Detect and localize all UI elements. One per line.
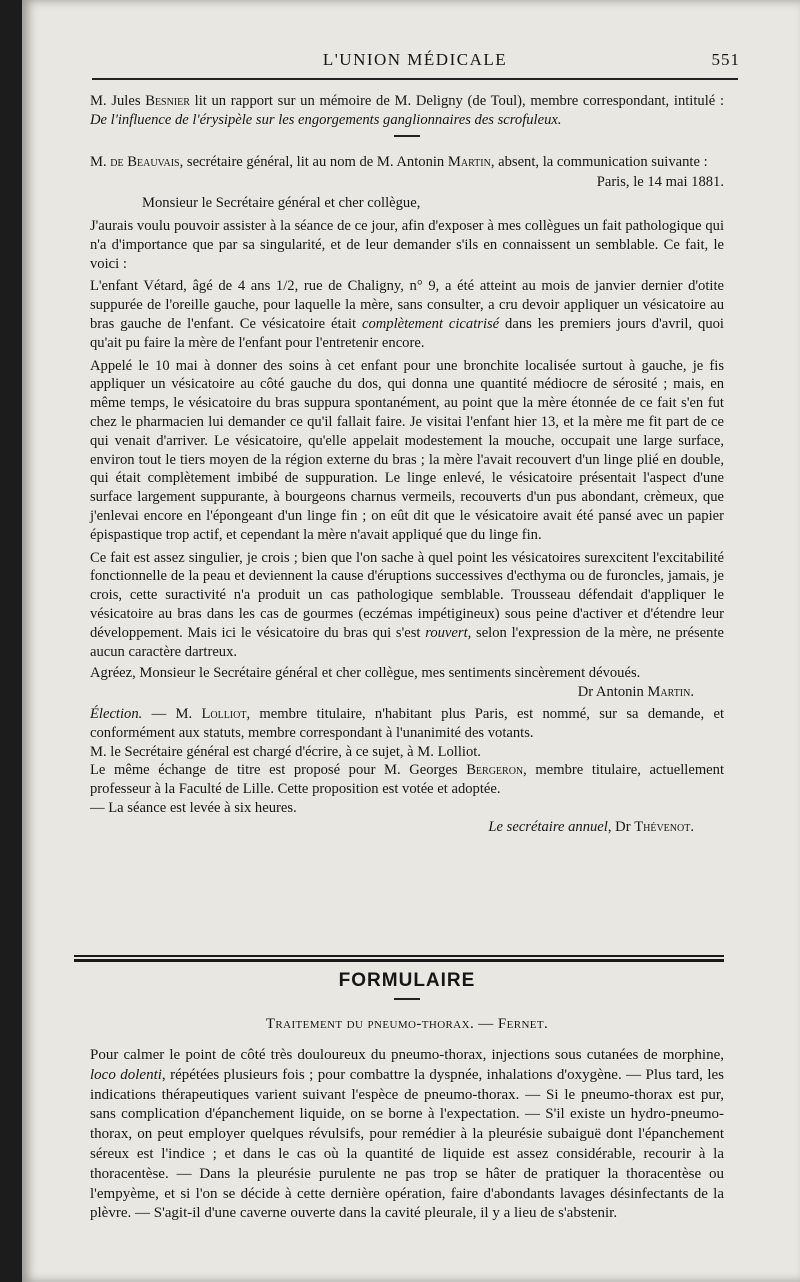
letter-paragraph-1: J'aurais voulu pouvoir assister à la séance de ce jour, afin d'exposer à mes collègues un fait pathologique qui n'a d'importance que par sa singularité, et de leur demander s'ils en connaissent un semblable. Ce fait, le voici : [90, 217, 724, 272]
page-number: 551 [711, 50, 740, 69]
running-title: L'UNION MÉDICALE [322, 50, 508, 69]
letter-salutation: Monsieur le Secrétaire général et cher collègue, [142, 195, 421, 212]
besnier-paragraph: M. Jules Besnier lit un rapport sur un mémoire de M. Deligny (de Toul), membre correspondant, intitulé : De l'influence de l'érysipèle sur les engorgements ganglionnaires des scrofuleux. [90, 93, 725, 128]
letter-closing: Agréez, Monsieur le Secrétaire général et cher collègue, mes sentiments sincèrement dévoués. [90, 665, 641, 682]
formula-subtitle: Traitement du pneumo-thorax. — Fernet. [265, 1016, 549, 1032]
session-closed: — La séance est levée à six heures. [90, 799, 297, 816]
letter-paragraph-2: L'enfant Vétard, âgé de 4 ans 1/2, rue de Chaligny, n° 9, a été atteint au mois de janvier dernier d'otite suppurée de l'oreille gauche, pour laquelle la mère, sans consulter, a cru devoir appliquer un vésicatoire au bras gauche de l'enfant. Ce vésicatoire était complètement cicatrisé dans les premiers jours d'avril, quoi qu'ait pu faire la mère de l'enfant pour l'entretenir encore. [90, 278, 724, 351]
header-rule [92, 78, 738, 80]
election-paragraph: Élection. — M. Lolliot, membre titulaire, n'habitant plus Paris, est nommé, sur sa demande, et conformément aux statuts, membre correspondant à l'unanimité des votants. [90, 705, 724, 741]
section-rule-thin [74, 955, 724, 957]
besnier-name: Besnier [145, 93, 190, 109]
beauvais-paragraph: M. de Beauvais, secrétaire général, lit au nom de M. Antonin Martin, absent, la communication suivante : [90, 153, 708, 170]
secretary-paragraph: M. le Secrétaire général est chargé d'écrire, à ce sujet, à M. Lolliot. [90, 743, 481, 760]
memoir-title: De l'influence de l'érysipèle sur les engorgements ganglionnaires des scrofuleux. [90, 111, 562, 128]
secretary-signoff: Le secrétaire annuel, Dr Thévenot. [488, 818, 694, 835]
letter-signature: Dr Antonin Martin. [577, 684, 694, 701]
section-rule-thick [74, 959, 724, 962]
letter-paragraph-4: Ce fait est assez singulier, je crois ; bien que l'on sache à quel point les vésicatoires surexcitent l'excitabilité fonctionnelle de la peau et deviennent la cause d'éruptions successives d'ecthyma ou de furoncles, jamais, je crois, cette suractivité n'a produit un cas pathologique semblable. Trousseau défendait d'appliquer le vésicatoire au bras dans les cas de gourmes (eczémas impétigineux) sous peine d'activer et d'étendre leur développement. Mais ici le vésicatoire du bras qui s'est rouvert, selon l'expression de la mère, ne présente aucun caractère dartreux. [90, 549, 724, 660]
session-report [90, 92, 724, 836]
letter-paragraph-3: Appelé le 10 mai à donner des soins à cet enfant pour une bronchite localisée surtout à gauche, je fis appliquer un vésicatoire au côté gauche du dos, qui donna une quantité médiocre de sérosité ; mais, en même temps, le vésicatoire du bras suppura spontanément, au point que la mère étonnée de ce fait s'en fut chez le pharmacien lui demander ce qu'il fallait faire. Je visitai l'enfant hier 13, et la mère me fit part de ce qui venait d'arriver. Le vésicatoire, qu'elle appelait modestement la mouche, occupait une large surface, environ tout le tiers moyen de la région externe du bras ; la mère l'avait recouvert d'un linge plié en double, qui était complètement imbibé de suppuration. Le linge enlevé, le vésicatoire présentait l'aspect d'une surface largement suppurante, à bourgeons charnus vermeils, recouverts d'un pus abondant, crèmeux, que j'enlevai encore en l'épongeant d'un linge fin ; on eût dit que le vésicatoire avait été pansé avec un papier épispastique trop actif, et cependant la mère n'avait appliqué que du linge fin. [90, 357, 724, 543]
formula-body [90, 1046, 724, 1224]
section-title: FORMULAIRE [338, 970, 476, 991]
separator-rule [394, 135, 420, 137]
title-rule [394, 998, 420, 1000]
bergeron-paragraph: Le même échange de titre est proposé pour M. Georges Bergeron, membre titulaire, actuellement professeur à la Faculté de Lille. Cette proposition est votée et adoptée. [90, 762, 724, 798]
formula-paragraph: Pour calmer le point de côté très douloureux du pneumo-thorax, injections sous cutanées de morphine, loco dolenti, répétées plusieurs fois ; pour combattre la dyspnée, inhalations d'oxygène. — Plus tard, les indications thérapeutiques varient suivant l'espèce de pneumo-thorax. — Si le pneumo-thorax est pur, sans complication d'épanchement liquide, on se borne à l'expectation. — S'il existe un hydro-pneumo-thorax, on peut employer quelques révulsifs, pour remédier à la pleurésie subaiguë dont l'épanchement séreux est l'indice ; et dans le cas où la quantité de liquide est assez considérable, recourir à la thoracentèse. — Dans la pleurésie purulente ne pas trop se hâter de pratiquer la thoracentèse ou l'empyème, et si l'on se décide à cette dernière opération, faire d'abondants lavages désinfectants de la plèvre. — S'agit-il d'une caverne ouverte dans la cavité pleurale, il y a lieu de s'abstenir. [90, 1047, 724, 1222]
letter-date: Paris, le 14 mai 1881. [596, 174, 724, 191]
running-header [90, 50, 740, 74]
